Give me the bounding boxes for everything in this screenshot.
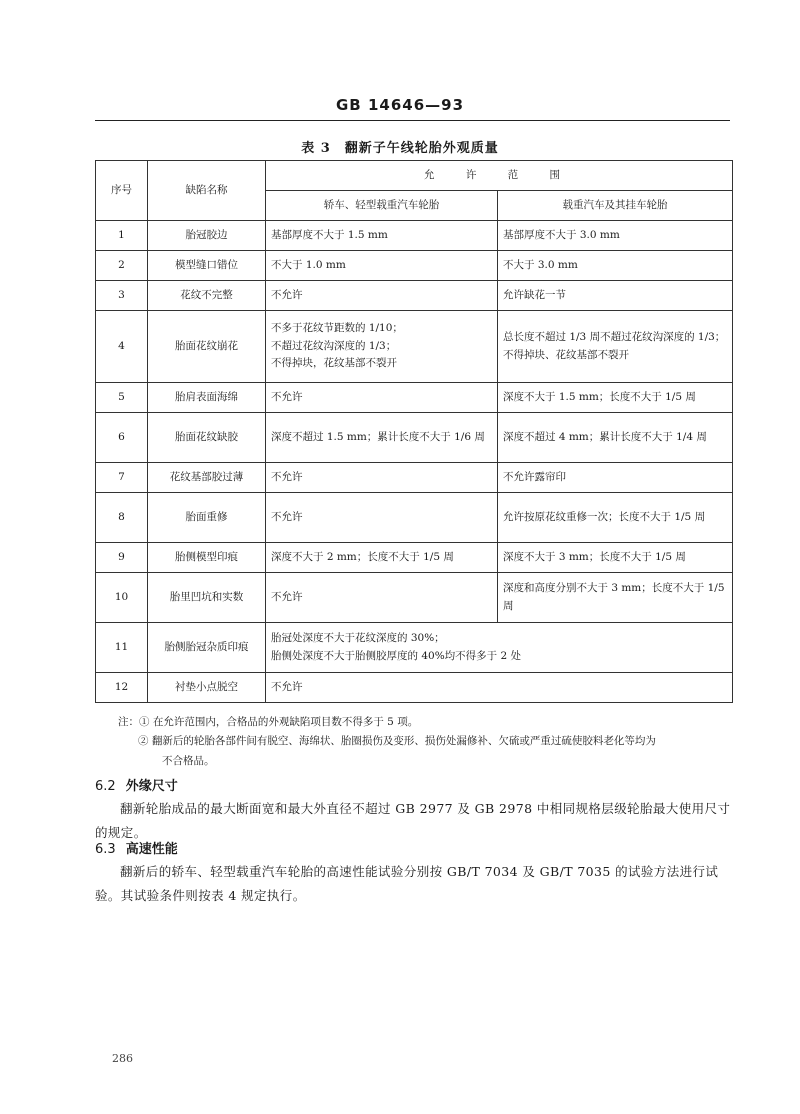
row-number: 9 [96, 543, 148, 573]
table-row [96, 463, 733, 493]
truck-allowance: 不大于 3.0 mm [498, 251, 733, 281]
row-number: 6 [96, 413, 148, 463]
appearance-quality-table [95, 160, 733, 703]
header-allowed-range: 允 许 范 围 [266, 161, 733, 191]
table-row [96, 311, 733, 383]
car-allowance: 不大于 1.0 mm [266, 251, 498, 281]
table-row [96, 543, 733, 573]
defect-name: 胎面重修 [148, 493, 266, 543]
table-row [96, 623, 733, 673]
section-6-3-body [95, 860, 735, 908]
car-allowance: 不多于花纹节距数的 1/10； 不超过花纹沟深度的 1/3； 不得掉块，花纹基部不裂开 [266, 311, 498, 383]
row-number: 4 [96, 311, 148, 383]
header-rule [95, 120, 730, 121]
car-allowance: 不允许 [266, 673, 733, 703]
merged-allowance: 胎冠处深度不大于花纹深度的 30%； 胎侧处深度不大于胎侧胶厚度的 40%均不得多于 2 处 [266, 623, 733, 673]
section-title: 高速性能 [125, 842, 178, 857]
note-2: ② 翻新后的轮胎各部件间有脱空、海绵状、胎圈损伤及变形、损伤处漏修补、欠硫或严重过硫使胶料老化等均为 [138, 735, 656, 748]
section-6-2-body [95, 797, 735, 845]
defect-name: 衬垫小点脱空 [148, 673, 266, 703]
row-number: 5 [96, 383, 148, 413]
defect-name: 胎里凹坑和实数 [148, 573, 266, 623]
truck-allowance: 深度和高度分别不大于 3 mm；长度不大于 1/5 周 [498, 573, 733, 623]
defect-name: 胎侧胎冠杂质印痕 [148, 623, 266, 673]
defect-name: 胎侧模型印痕 [148, 543, 266, 573]
truck-allowance: 不允许露帘印 [498, 463, 733, 493]
row-number: 10 [96, 573, 148, 623]
note-1: 注：① 在允许范围内，合格品的外观缺陷项目数不得多于 5 项。 [118, 716, 419, 728]
table-row [96, 251, 733, 281]
section-number: 6.2 [95, 779, 116, 794]
table-row [96, 383, 733, 413]
car-allowance: 不允许 [266, 493, 498, 543]
car-allowance: 深度不超过 1.5 mm；累计长度不大于 1/6 周 [266, 413, 498, 463]
truck-allowance: 深度不大于 3 mm；长度不大于 1/5 周 [498, 543, 733, 573]
header-defect-name: 缺陷名称 [148, 161, 266, 221]
table-row [96, 221, 733, 251]
car-allowance: 不允许 [266, 463, 498, 493]
truck-allowance: 深度不大于 1.5 mm；长度不大于 1/5 周 [498, 383, 733, 413]
car-allowance: 基部厚度不大于 1.5 mm [266, 221, 498, 251]
row-number: 7 [96, 463, 148, 493]
defect-name: 花纹不完整 [148, 281, 266, 311]
row-number: 2 [96, 251, 148, 281]
paragraph: 翻新轮胎成品的最大断面宽和最大外直径不超过 GB 2977 及 GB 2978 中相同规格层级轮胎最大使用尺寸的规定。 [95, 801, 731, 840]
section-number: 6.3 [95, 842, 116, 857]
row-number: 12 [96, 673, 148, 703]
paragraph: 翻新后的轿车、轻型载重汽车轮胎的高速性能试验分别按 GB/T 7034 及 GB/T 7035 的试验方法进行试验。其试验条件则按表 4 规定执行。 [95, 864, 719, 903]
truck-allowance: 允许缺花一节 [498, 281, 733, 311]
defect-name: 胎面花纹缺胶 [148, 413, 266, 463]
header-car-tire: 轿车、轻型载重汽车轮胎 [266, 191, 498, 221]
car-allowance: 不允许 [266, 281, 498, 311]
note-2-tail: 不合格品。 [162, 754, 215, 767]
truck-allowance: 深度不超过 4 mm；累计长度不大于 1/4 周 [498, 413, 733, 463]
section-6-2-heading [95, 775, 178, 794]
row-number: 3 [96, 281, 148, 311]
car-allowance: 不允许 [266, 573, 498, 623]
row-number: 11 [96, 623, 148, 673]
table-caption: 表 3 翻新子午线轮胎外观质量 [301, 141, 499, 156]
header-truck-tire: 载重汽车及其挂车轮胎 [498, 191, 733, 221]
section-6-3-heading [95, 838, 178, 857]
table-row [96, 493, 733, 543]
defect-name: 模型缝口错位 [148, 251, 266, 281]
standard-code: GB 14646—93 [335, 96, 465, 114]
defect-name: 胎冠胶边 [148, 221, 266, 251]
table-notes [118, 713, 733, 771]
truck-allowance: 总长度不超过 1/3 周不超过花纹沟深度的 1/3； 不得掉块、花纹基部不裂开 [498, 311, 733, 383]
table-row [96, 281, 733, 311]
table-row [96, 413, 733, 463]
defect-name: 胎肩表面海绵 [148, 383, 266, 413]
table-row [96, 573, 733, 623]
table-row [96, 673, 733, 703]
section-title: 外缘尺寸 [125, 779, 178, 794]
car-allowance: 不允许 [266, 383, 498, 413]
defect-name: 胎面花纹崩花 [148, 311, 266, 383]
truck-allowance: 基部厚度不大于 3.0 mm [498, 221, 733, 251]
defect-name: 花纹基部胶过薄 [148, 463, 266, 493]
row-number: 1 [96, 221, 148, 251]
car-allowance: 深度不大于 2 mm；长度不大于 1/5 周 [266, 543, 498, 573]
header-number: 序号 [96, 161, 148, 221]
truck-allowance: 允许按原花纹重修一次；长度不大于 1/5 周 [498, 493, 733, 543]
row-number: 8 [96, 493, 148, 543]
page-number: 286 [112, 1052, 133, 1065]
